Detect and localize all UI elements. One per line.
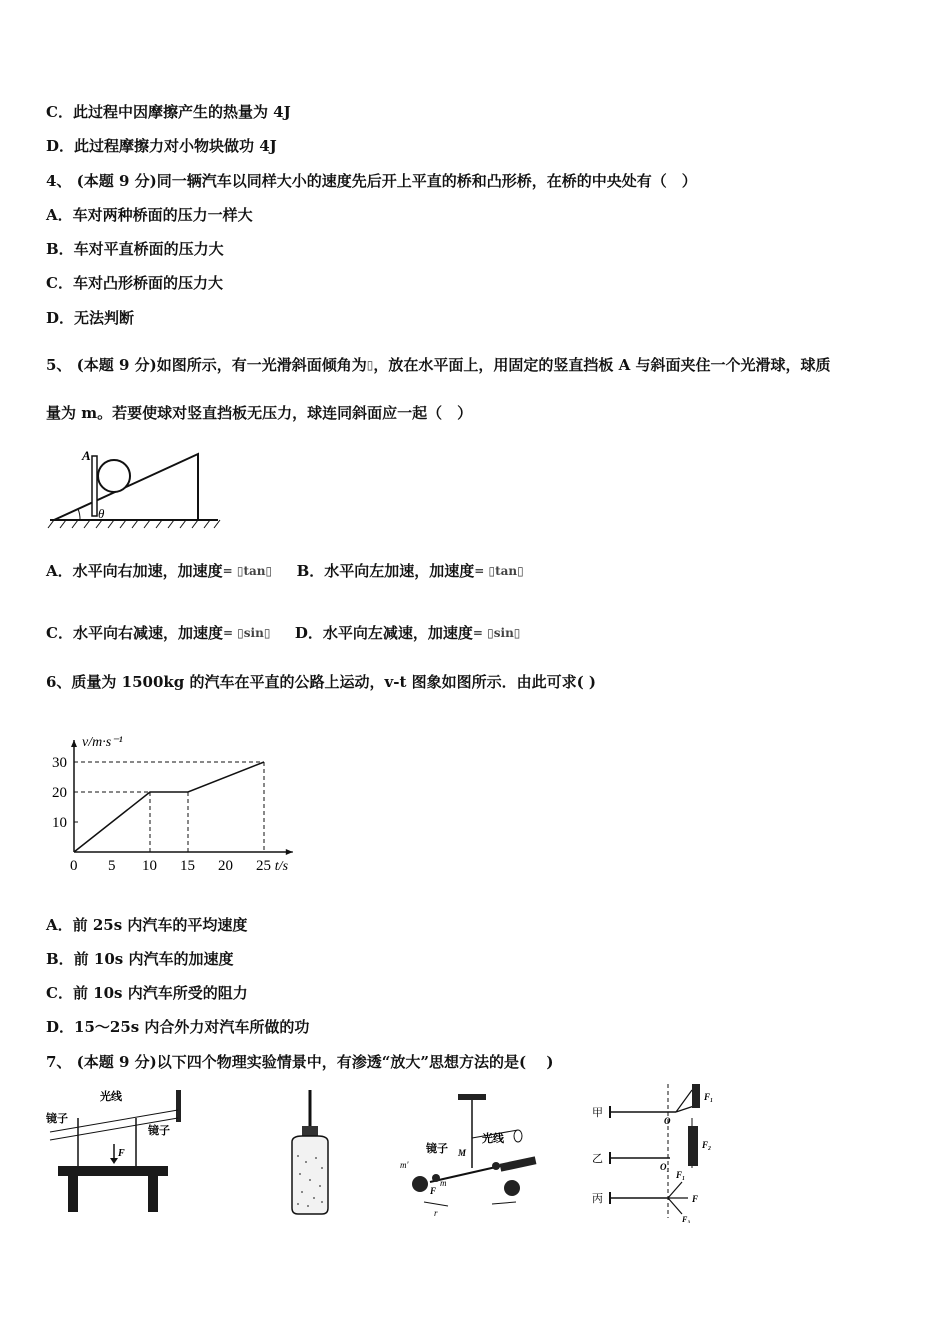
q6-option-c: C．前 10s 内汽车所受的阻力 — [46, 984, 248, 1002]
q4-option-a: A．车对两种桥面的压力一样大 — [46, 206, 253, 224]
q5-stem-part2: ，放在水平面上，用固定的竖直挡板 A 与斜面夹住一个光滑球，球质 — [373, 356, 831, 374]
label-mirror: 镜子 — [426, 1143, 448, 1155]
table-top — [58, 1166, 168, 1176]
angle-arc — [78, 509, 80, 520]
q5-stem-line2: 量为 m。若要使球对竖直挡板无压力，球连同斜面应一起（ ） — [46, 404, 473, 422]
x-axis-arrow — [286, 849, 293, 855]
label-m-upper: M — [458, 1148, 467, 1158]
small-mass-right — [492, 1162, 500, 1170]
q3-option-c: C．此过程中因摩擦产生的热量为 4J — [46, 103, 291, 121]
table-leg-left — [68, 1176, 78, 1212]
light-source — [514, 1130, 522, 1142]
q5-options-cd — [46, 623, 520, 643]
q5-option-c: C．水平向右减速，加速度 — [46, 624, 223, 642]
label-light: 光线 — [100, 1091, 122, 1103]
x-tick-label: 10 — [142, 858, 157, 870]
q6-stem: 6、质量为 1500kg 的汽车在平直的公路上运动，v-t 图象如图所示．由此可求( ) — [46, 673, 597, 691]
y-tick-label: 10 — [52, 815, 67, 831]
q6-option-b: B．前 10s 内汽车的加速度 — [46, 950, 234, 968]
label-bing: 丙 — [592, 1193, 603, 1205]
q5-option-d-formula: = ▯sin▯ — [472, 626, 521, 640]
spring-f2 — [688, 1126, 698, 1166]
q5-stem-line1 — [46, 355, 830, 375]
q6-option-d: D．15～25s 内合外力对汽车所做的功 — [46, 1018, 310, 1036]
q5-option-d: D．水平向左减速，加速度 — [294, 624, 473, 642]
label-a: A — [82, 448, 91, 463]
q5-option-b-formula: = ▯tan▯ — [474, 564, 524, 578]
q7-fig4-force-springs — [588, 1078, 728, 1223]
label-mirror-right: 镜子 — [148, 1125, 170, 1137]
q6-option-a: A．前 25s 内汽车的平均速度 — [46, 916, 248, 934]
x-tick-label: 25 — [256, 858, 271, 870]
q6-vt-chart — [44, 712, 314, 870]
ground-hatching — [48, 520, 220, 528]
small-mass-left — [432, 1174, 440, 1182]
label-mirror-left: 镜子 — [46, 1113, 68, 1125]
label-mass-m: m — [440, 1178, 447, 1188]
label-force: F — [118, 1148, 125, 1159]
q4-stem: 4、 (本题 9 分)同一辆汽车以同样大小的速度先后开上平直的桥和凸形桥，在桥的中央处有（ ） — [46, 172, 697, 190]
r-marker-left — [424, 1202, 448, 1206]
y-tick-label: 20 — [52, 785, 67, 801]
label-f: F — [692, 1194, 699, 1204]
q7-fig1-mirror-table — [44, 1082, 194, 1217]
spring-f1 — [692, 1084, 700, 1108]
q5-options-ab — [46, 561, 524, 581]
q5-incline-figure — [46, 440, 221, 532]
q5-option-a-formula: = ▯tan▯ — [222, 564, 273, 578]
ceiling-mount — [458, 1094, 486, 1100]
r-marker-right — [492, 1202, 516, 1204]
label-yi: 乙 — [592, 1153, 603, 1165]
q3-option-d: D．此过程摩擦力对小物块做功 4J — [46, 137, 277, 155]
smooth-ball — [98, 460, 130, 492]
q7-fig3-torsion-balance — [400, 1086, 545, 1218]
label-o: O — [664, 1116, 671, 1126]
label-mass-mp: m' — [400, 1160, 409, 1170]
label-f1: F₁ — [704, 1092, 714, 1102]
q5-option-c-formula: = ▯sin▯ — [222, 626, 271, 640]
label-f1-bing: F₁ — [676, 1170, 686, 1180]
q5-option-b: B．水平向左加速，加速度 — [296, 562, 475, 580]
large-mass-left — [412, 1176, 428, 1192]
q5-stem-part1: 5、 (本题 9 分)如图所示，有一光滑斜面倾角为 — [46, 356, 367, 374]
x-tick-label: 15 — [180, 858, 195, 870]
velocity-series-line — [74, 762, 264, 852]
x-tick-label: 20 — [218, 858, 233, 870]
bing-f1-vector — [668, 1182, 682, 1198]
scale-bar — [500, 1156, 537, 1171]
q4-option-c: C．车对凸形桥面的压力大 — [46, 274, 223, 292]
q4-option-d: D．无法判断 — [46, 309, 135, 327]
q4-option-b: B．车对平直桥面的压力大 — [46, 240, 224, 258]
right-wall-mirror — [176, 1090, 181, 1122]
label-r: r — [434, 1208, 438, 1218]
y-axis-label: v/m·s⁻¹ — [82, 735, 123, 750]
x-axis-label: t/s — [274, 859, 289, 870]
label-f3: F₃ — [682, 1215, 691, 1223]
q5-angle-placeholder: ▯ — [366, 358, 374, 372]
label-force: F — [430, 1186, 437, 1196]
q5-option-a: A．水平向右加速，加速度 — [46, 562, 223, 580]
x-tick-label: 5 — [108, 858, 116, 870]
label-f2: F₂ — [702, 1140, 712, 1150]
label-jia: 甲 — [592, 1107, 603, 1119]
force-arrowhead — [110, 1158, 118, 1164]
large-mass-right — [504, 1180, 520, 1196]
bing-f3-vector — [668, 1198, 682, 1214]
label-theta: θ — [98, 506, 105, 521]
table-leg-right — [148, 1176, 158, 1212]
barrier-plate — [92, 456, 97, 516]
label-light: 光线 — [482, 1133, 504, 1145]
y-tick-label: 30 — [52, 755, 67, 771]
q7-stem: 7、 (本题 9 分)以下四个物理实验情景中，有渗透“放大”思想方法的是( ) — [46, 1053, 554, 1071]
y-axis-arrow — [71, 740, 77, 747]
jia-strings — [676, 1090, 694, 1112]
q7-fig2-bottle — [282, 1086, 342, 1218]
x-tick-label: 0 — [70, 858, 78, 870]
label-o1: O₁ — [660, 1162, 670, 1172]
